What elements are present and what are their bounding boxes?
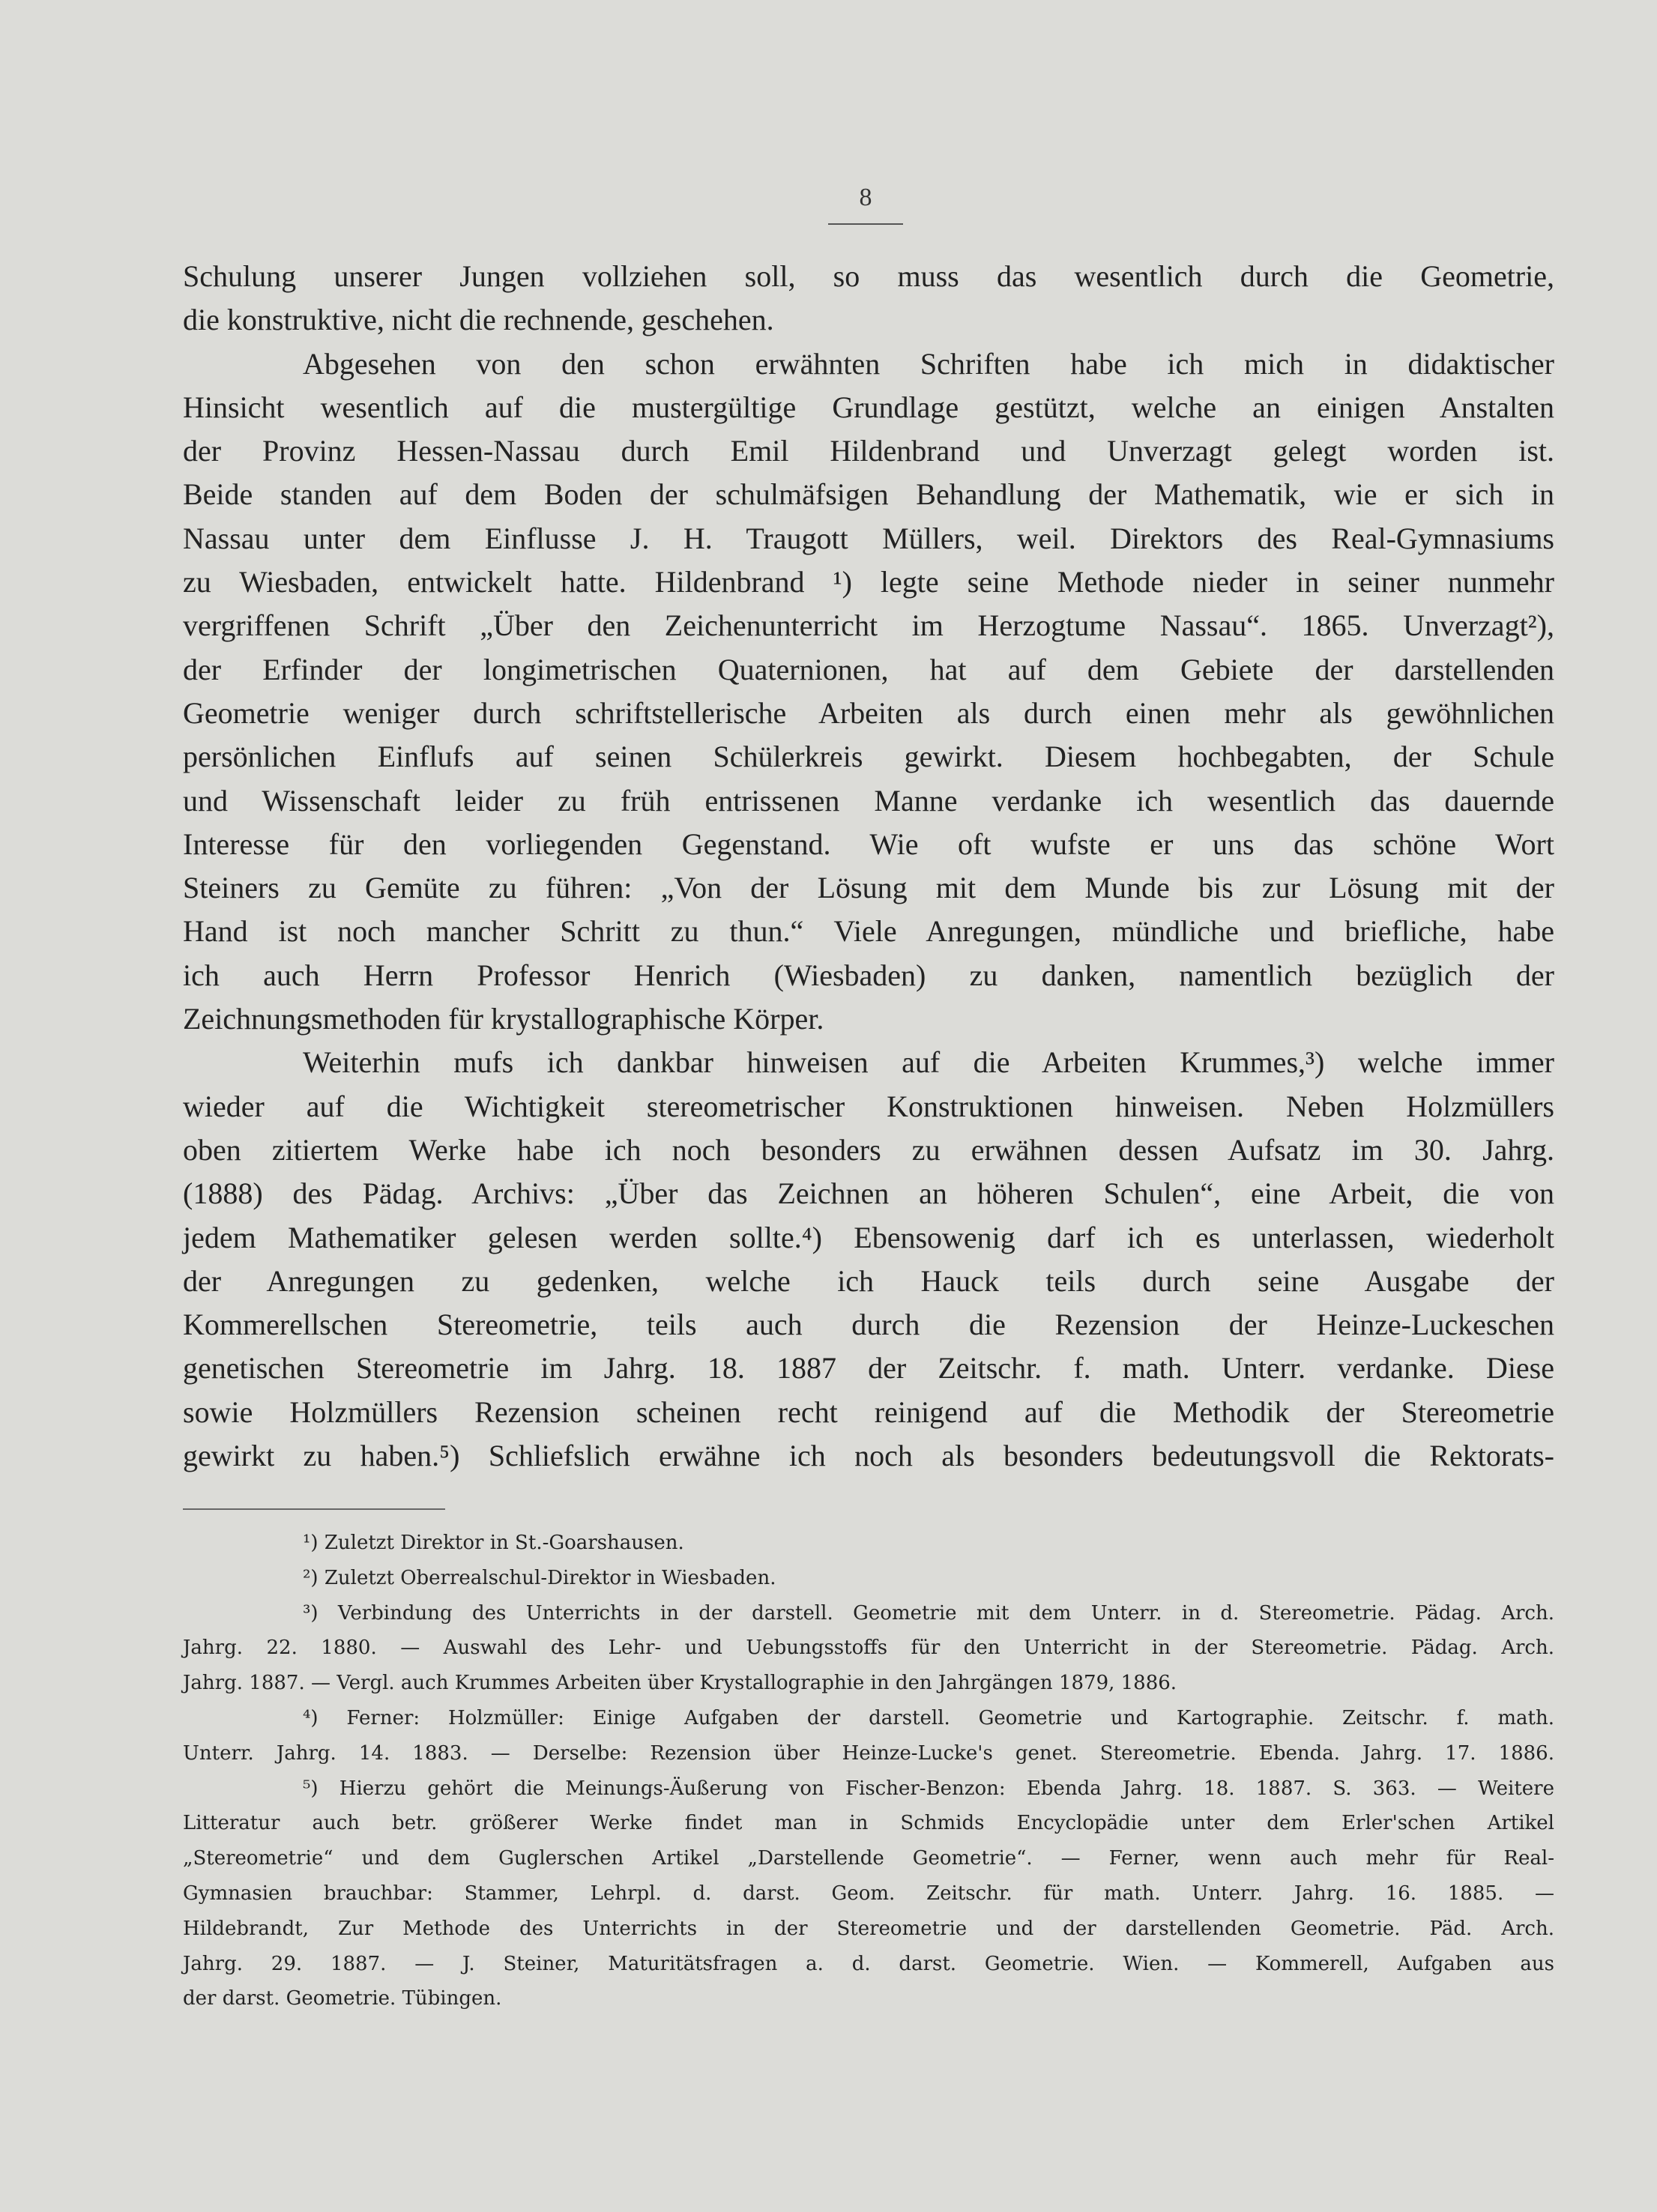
body-line: Hand ist noch mancher Schritt zu thun.“ Viele Anregungen, mündliche und briefliche, habe [183, 914, 1554, 949]
body-line: Interesse für den vorliegenden Gegenstand. Wie oft wufste er uns das schöne Wort [183, 827, 1554, 861]
body-line: der Erfinder der longimetrischen Quaternionen, hat auf dem Gebiete der darstellenden [183, 652, 1554, 686]
footnote-line: Hildebrandt, Zur Methode des Unterrichts in der Stereometrie und der darstellenden Geometrie. Päd. Arch. [183, 1917, 1554, 1940]
body-line: gewirkt zu haben.⁵) Schliefslich erwähne ich noch als besonders bedeutungsvoll die Rektorats- [183, 1439, 1554, 1473]
body-line: Schulung unserer Jungen vollziehen soll, so muss das wesentlich durch die Geometrie, [183, 259, 1554, 293]
body-line: die konstruktive, nicht die rechnende, geschehen. [183, 303, 774, 337]
footnote-rule [183, 1508, 445, 1510]
body-line: und Wissenschaft leider zu früh entrissenen Manne verdanke ich wesentlich das dauernde [183, 783, 1554, 818]
footnote-line: ¹) Zuletzt Direktor in St.-Goarshausen. [303, 1532, 684, 1554]
body-line: wieder auf die Wichtigkeit stereometrischer Konstruktionen hinweisen. Neben Holzmüllers [183, 1089, 1554, 1123]
body-line: ich auch Herrn Professor Henrich (Wiesbaden) zu danken, namentlich bezüglich der [183, 958, 1554, 992]
body-line: genetischen Stereometrie im Jahrg. 18. 1887 der Zeitschr. f. math. Unterr. verdanke. Diese [183, 1351, 1554, 1385]
body-line: zu Wiesbaden, entwickelt hatte. Hildenbrand ¹) legte seine Methode nieder in seiner nunmehr [183, 565, 1554, 599]
body-line: der Anregungen zu gedenken, welche ich Hauck teils durch seine Ausgabe der [183, 1263, 1554, 1298]
page-number: 8 [859, 184, 872, 211]
body-line: Hinsicht wesentlich auf die mustergültige Grundlage gestützt, welche an einigen Anstalten [183, 390, 1554, 424]
body-line: Weiterhin mufs ich dankbar hinweisen auf die Arbeiten Krummes,³) welche immer [303, 1045, 1554, 1080]
body-line: persönlichen Einflufs auf seinen Schülerkreis gewirkt. Diesem hochbegabten, der Schule [183, 740, 1554, 774]
body-line: Steiners zu Gemüte zu führen: „Von der Lösung mit dem Munde bis zur Lösung mit der [183, 871, 1554, 905]
footnote-line: ³) Verbindung des Unterrichts in der darstell. Geometrie mit dem Unterr. in d. Stereometrie. Pädag. Arch. [303, 1601, 1554, 1625]
body-line: jedem Mathematiker gelesen werden sollte.⁴) Ebensowenig darf ich es unterlassen, wiederholt [183, 1220, 1554, 1254]
body-line: oben zitiertem Werke habe ich noch besonders zu erwähnen dessen Aufsatz im 30. Jahrg. [183, 1132, 1554, 1167]
body-line: Nassau unter dem Einflusse J. H. Traugott Müllers, weil. Direktors des Real-Gymnasiums [183, 521, 1554, 555]
footnote-line: Jahrg. 29. 1887. — J. Steiner, Maturitätsfragen a. d. darst. Geometrie. Wien. — Kommerell, Aufgaben aus [183, 1952, 1554, 1975]
body-line: vergriffenen Schrift „Über den Zeichenunterricht im Herzogtume Nassau“. 1865. Unverzagt²), [183, 608, 1554, 643]
body-text [183, 255, 1554, 1478]
footnote-line: „Stereometrie“ und dem Guglerschen Artikel „Darstellende Geometrie“. — Ferner, wenn auch mehr für Real- [183, 1847, 1554, 1870]
footnote-line: Unterr. Jahrg. 14. 1883. — Derselbe: Rezension über Heinze-Lucke's genet. Stereometrie. Ebenda. Jahrg. 17. 1886. [183, 1741, 1554, 1765]
footnote-line: ²) Zuletzt Oberrealschul-Direktor in Wiesbaden. [303, 1566, 776, 1589]
footnote-line: Gymnasien brauchbar: Stammer, Lehrpl. d. darst. Geom. Zeitschr. für math. Unterr. Jahrg. 16. 1885. — [183, 1882, 1554, 1905]
footnote-line: ⁵) Hierzu gehört die Meinungs-Äußerung von Fischer-Benzon: Ebenda Jahrg. 18. 1887. S. 363. — Weitere [303, 1777, 1554, 1800]
body-line: Kommerellschen Stereometrie, teils auch durch die Rezension der Heinze-Luckeschen [183, 1308, 1554, 1342]
footnote-line: Jahrg. 22. 1880. — Auswahl des Lehr- und Uebungsstoffs für den Unterricht in der Stereometrie. Pädag. Arch. [183, 1637, 1554, 1660]
body-line: sowie Holzmüllers Rezension scheinen recht reinigend auf die Methodik der Stereometrie [183, 1394, 1554, 1429]
footnote-line: Jahrg. 1887. — Vergl. auch Krummes Arbeiten über Krystallographie in den Jahrgängen 1879, 1886. [183, 1672, 1177, 1695]
body-line: (1888) des Pädag. Archivs: „Über das Zeichnen an höheren Schulen“, eine Arbeit, die von [183, 1176, 1554, 1211]
footnote-line: Litteratur auch betr. größerer Werke findet man in Schmids Encyclopädie unter dem Erler'schen Artikel [183, 1812, 1554, 1835]
page-number-rule [828, 223, 903, 225]
body-line: Abgesehen von den schon erwähnten Schriften habe ich mich in didaktischer [303, 346, 1554, 381]
body-line: der Provinz Hessen-Nassau durch Emil Hildenbrand und Unverzagt gelegt worden ist. [183, 434, 1554, 468]
footnote-line: der darst. Geometrie. Tübingen. [183, 1987, 502, 2010]
body-line: Zeichnungsmethoden für krystallographische Körper. [183, 1002, 824, 1036]
footnotes [183, 1526, 1554, 2016]
footnote-line: ⁴) Ferner: Holzmüller: Einige Aufgaben der darstell. Geometrie und Kartographie. Zeitschr. f. math. [303, 1706, 1554, 1729]
body-line: Geometrie weniger durch schriftstellerische Arbeiten als durch einen mehr als gewöhnlichen [183, 695, 1554, 730]
body-line: Beide standen auf dem Boden der schulmäfsigen Behandlung der Mathematik, wie er sich in [183, 477, 1554, 512]
